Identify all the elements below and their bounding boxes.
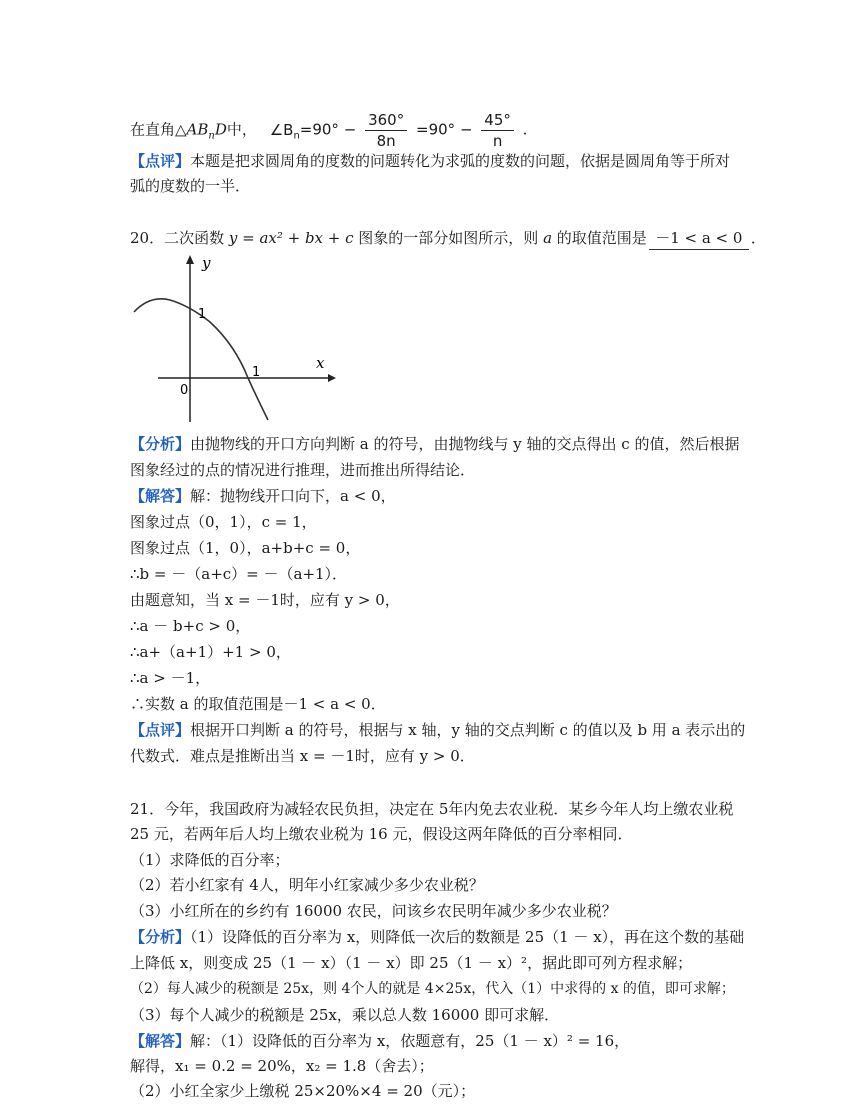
triangle-sub: n (208, 130, 215, 142)
fraction-45-n (481, 110, 514, 151)
origin-label: 0 (180, 383, 189, 398)
fraction-denominator: 8n (376, 132, 396, 150)
analysis-text: （2）每人减少的税额是 25x，则 4个人的就是 4×25x，代入（1）中求得的 x 的值，即可求解； (130, 981, 735, 997)
x-axis-arrow (328, 374, 336, 382)
solution-tag: 【解答】 (130, 1032, 191, 1050)
comment-text: 弧的度数的一半． (130, 177, 251, 195)
solution-line (130, 1030, 764, 1052)
solution-line (130, 563, 764, 585)
minus-sign: − (343, 120, 357, 139)
analysis-line (130, 978, 764, 1000)
analysis-tag: 【分析】 (130, 435, 191, 453)
period: ． (750, 229, 766, 247)
fraction-numerator: 45° (481, 110, 514, 131)
angle-label: ∠B (269, 120, 294, 139)
solution-text: ∴b = －（a+c）= －（a+1）． (130, 565, 348, 583)
solution-text: 图象过点（1，0），a+b+c = 0， (130, 539, 361, 557)
comment-line (130, 175, 764, 197)
solution-text: ∴a > －1， (130, 669, 211, 687)
solution-line (130, 615, 764, 637)
solution-line (130, 485, 764, 507)
analysis-line (130, 459, 764, 481)
equals-90: =90° (416, 120, 456, 139)
y-axis-label: y (202, 254, 211, 272)
solution-text: ∴a+（a+1）+1 > 0， (130, 643, 291, 661)
answer-blank: －1 < a < 0 (649, 227, 749, 250)
minus-sign: − (459, 120, 473, 139)
y-intercept-label: 1 (198, 307, 207, 322)
question-part (130, 900, 764, 922)
equals-90: =90° (299, 120, 339, 139)
question-text: 25 元，若两年后人均上缴农业税为 16 元，假设这两年降低的百分率相同． (130, 825, 633, 843)
comment-line (130, 719, 764, 741)
solution-text: 由题意知，当 x = －1时，应有 y > 0， (130, 591, 400, 609)
analysis-text: 上降低 x，则变成 25（1 － x）（1 － x）即 25（1 － x）²，据此即可列方程求解； (130, 954, 693, 972)
text-segment: 中， (226, 120, 257, 139)
comment-text: 本题是把求圆周角的度数的问题转化为求弧的度数的问题，依据是圆周角等于所对 (190, 152, 731, 170)
comment-tag: 【点评】 (130, 721, 191, 739)
analysis-line (130, 433, 764, 455)
analysis-line (130, 1004, 764, 1026)
part-text: （3）小红所在的乡约有 16000 农民，问该乡农民明年减少多少农业税？ (130, 902, 617, 920)
solution-tag: 【解答】 (130, 487, 191, 505)
question-text: 21．今年，我国政府为减轻农民负担，决定在 5年内免去农业税．某乡今年人均上缴农业税 (130, 800, 734, 818)
solution-line (130, 667, 764, 689)
formula: y = ax² + bx + c (228, 229, 354, 247)
x-axis-label: x (316, 354, 325, 372)
question-21-stem (130, 798, 764, 820)
comment-text: 代数式．难点是推断出当 x = －1时，应有 y > 0． (130, 747, 475, 765)
solution-text: 解得，x₁ = 0.2 = 20%，x₂ = 1.8（舍去）； (130, 1057, 434, 1075)
question-part (130, 874, 764, 896)
solution-text: 图象过点（0，1），c = 1， (130, 513, 317, 531)
fraction-numerator: 360° (365, 110, 407, 131)
x-intercept-label: 1 (252, 365, 261, 380)
part-text: （2）若小红家有 4人，明年小红家减少多少农业税？ (130, 876, 484, 894)
analysis-text: 图象经过的点的情况进行推理，进而推出所得结论． (130, 461, 476, 479)
fraction-denominator: n (492, 132, 503, 150)
question-part (130, 849, 764, 871)
solution-line (130, 589, 764, 611)
variable: a (543, 229, 553, 247)
text-segment: 在直角△ (130, 120, 187, 139)
analysis-line (130, 952, 764, 974)
angle-sub: n (293, 130, 300, 142)
analysis-text: 由抛物线的开口方向判断 a 的符号，由抛物线与 y 轴的交点得出 c 的值，然后根据 (190, 435, 740, 453)
analysis-text: （1）设降低的百分率为 x，则降低一次后的数额是 25（1 － x），再在这个数的基础 (190, 928, 745, 946)
solution-line (130, 693, 764, 715)
fraction-360-8n (365, 110, 407, 151)
comment-line (130, 745, 764, 767)
solution-text: ∴实数 a 的取值范围是－1 < a < 0． (130, 695, 386, 713)
solution-line (130, 1055, 764, 1077)
angle-computation-line (130, 110, 764, 152)
text-segment: 的取值范围是 (552, 229, 647, 247)
question-number: 20．二次函数 (130, 229, 229, 247)
question-21-stem (130, 823, 764, 845)
solution-line (130, 511, 764, 533)
parabola-graph (130, 250, 340, 425)
triangle-end: D (214, 120, 227, 139)
solution-text: 解：（1）设降低的百分率为 x，依题意有，25（1 － x）² = 16， (190, 1032, 630, 1050)
solution-text: ∴a － b+c > 0， (130, 617, 251, 635)
solution-line (130, 537, 764, 559)
text-segment: 图象的一部分如图所示，则 (353, 229, 544, 247)
solution-text: 解：抛物线开口向下，a < 0， (190, 487, 396, 505)
analysis-line (130, 926, 764, 948)
period: . (522, 120, 528, 139)
solution-line (130, 641, 764, 663)
analysis-tag: 【分析】 (130, 928, 191, 946)
solution-line (130, 1080, 764, 1102)
solution-text: （2）小红全家少上缴税 25×20%×4 = 20（元）； (130, 1082, 476, 1100)
y-axis-arrow (186, 255, 194, 264)
question-20-stem (130, 227, 764, 250)
part-text: （1）求降低的百分率； (130, 851, 290, 869)
triangle-name: AB (186, 120, 209, 139)
comment-tag: 【点评】 (130, 152, 191, 170)
comment-line (130, 150, 764, 172)
analysis-text: （3）每个人减少的税额是 25x，乘以总人数 16000 即可求解． (130, 1006, 560, 1024)
comment-text: 根据开口判断 a 的符号，根据与 x 轴，y 轴的交点判断 c 的值以及 b 用 a 表示出的 (190, 721, 746, 739)
